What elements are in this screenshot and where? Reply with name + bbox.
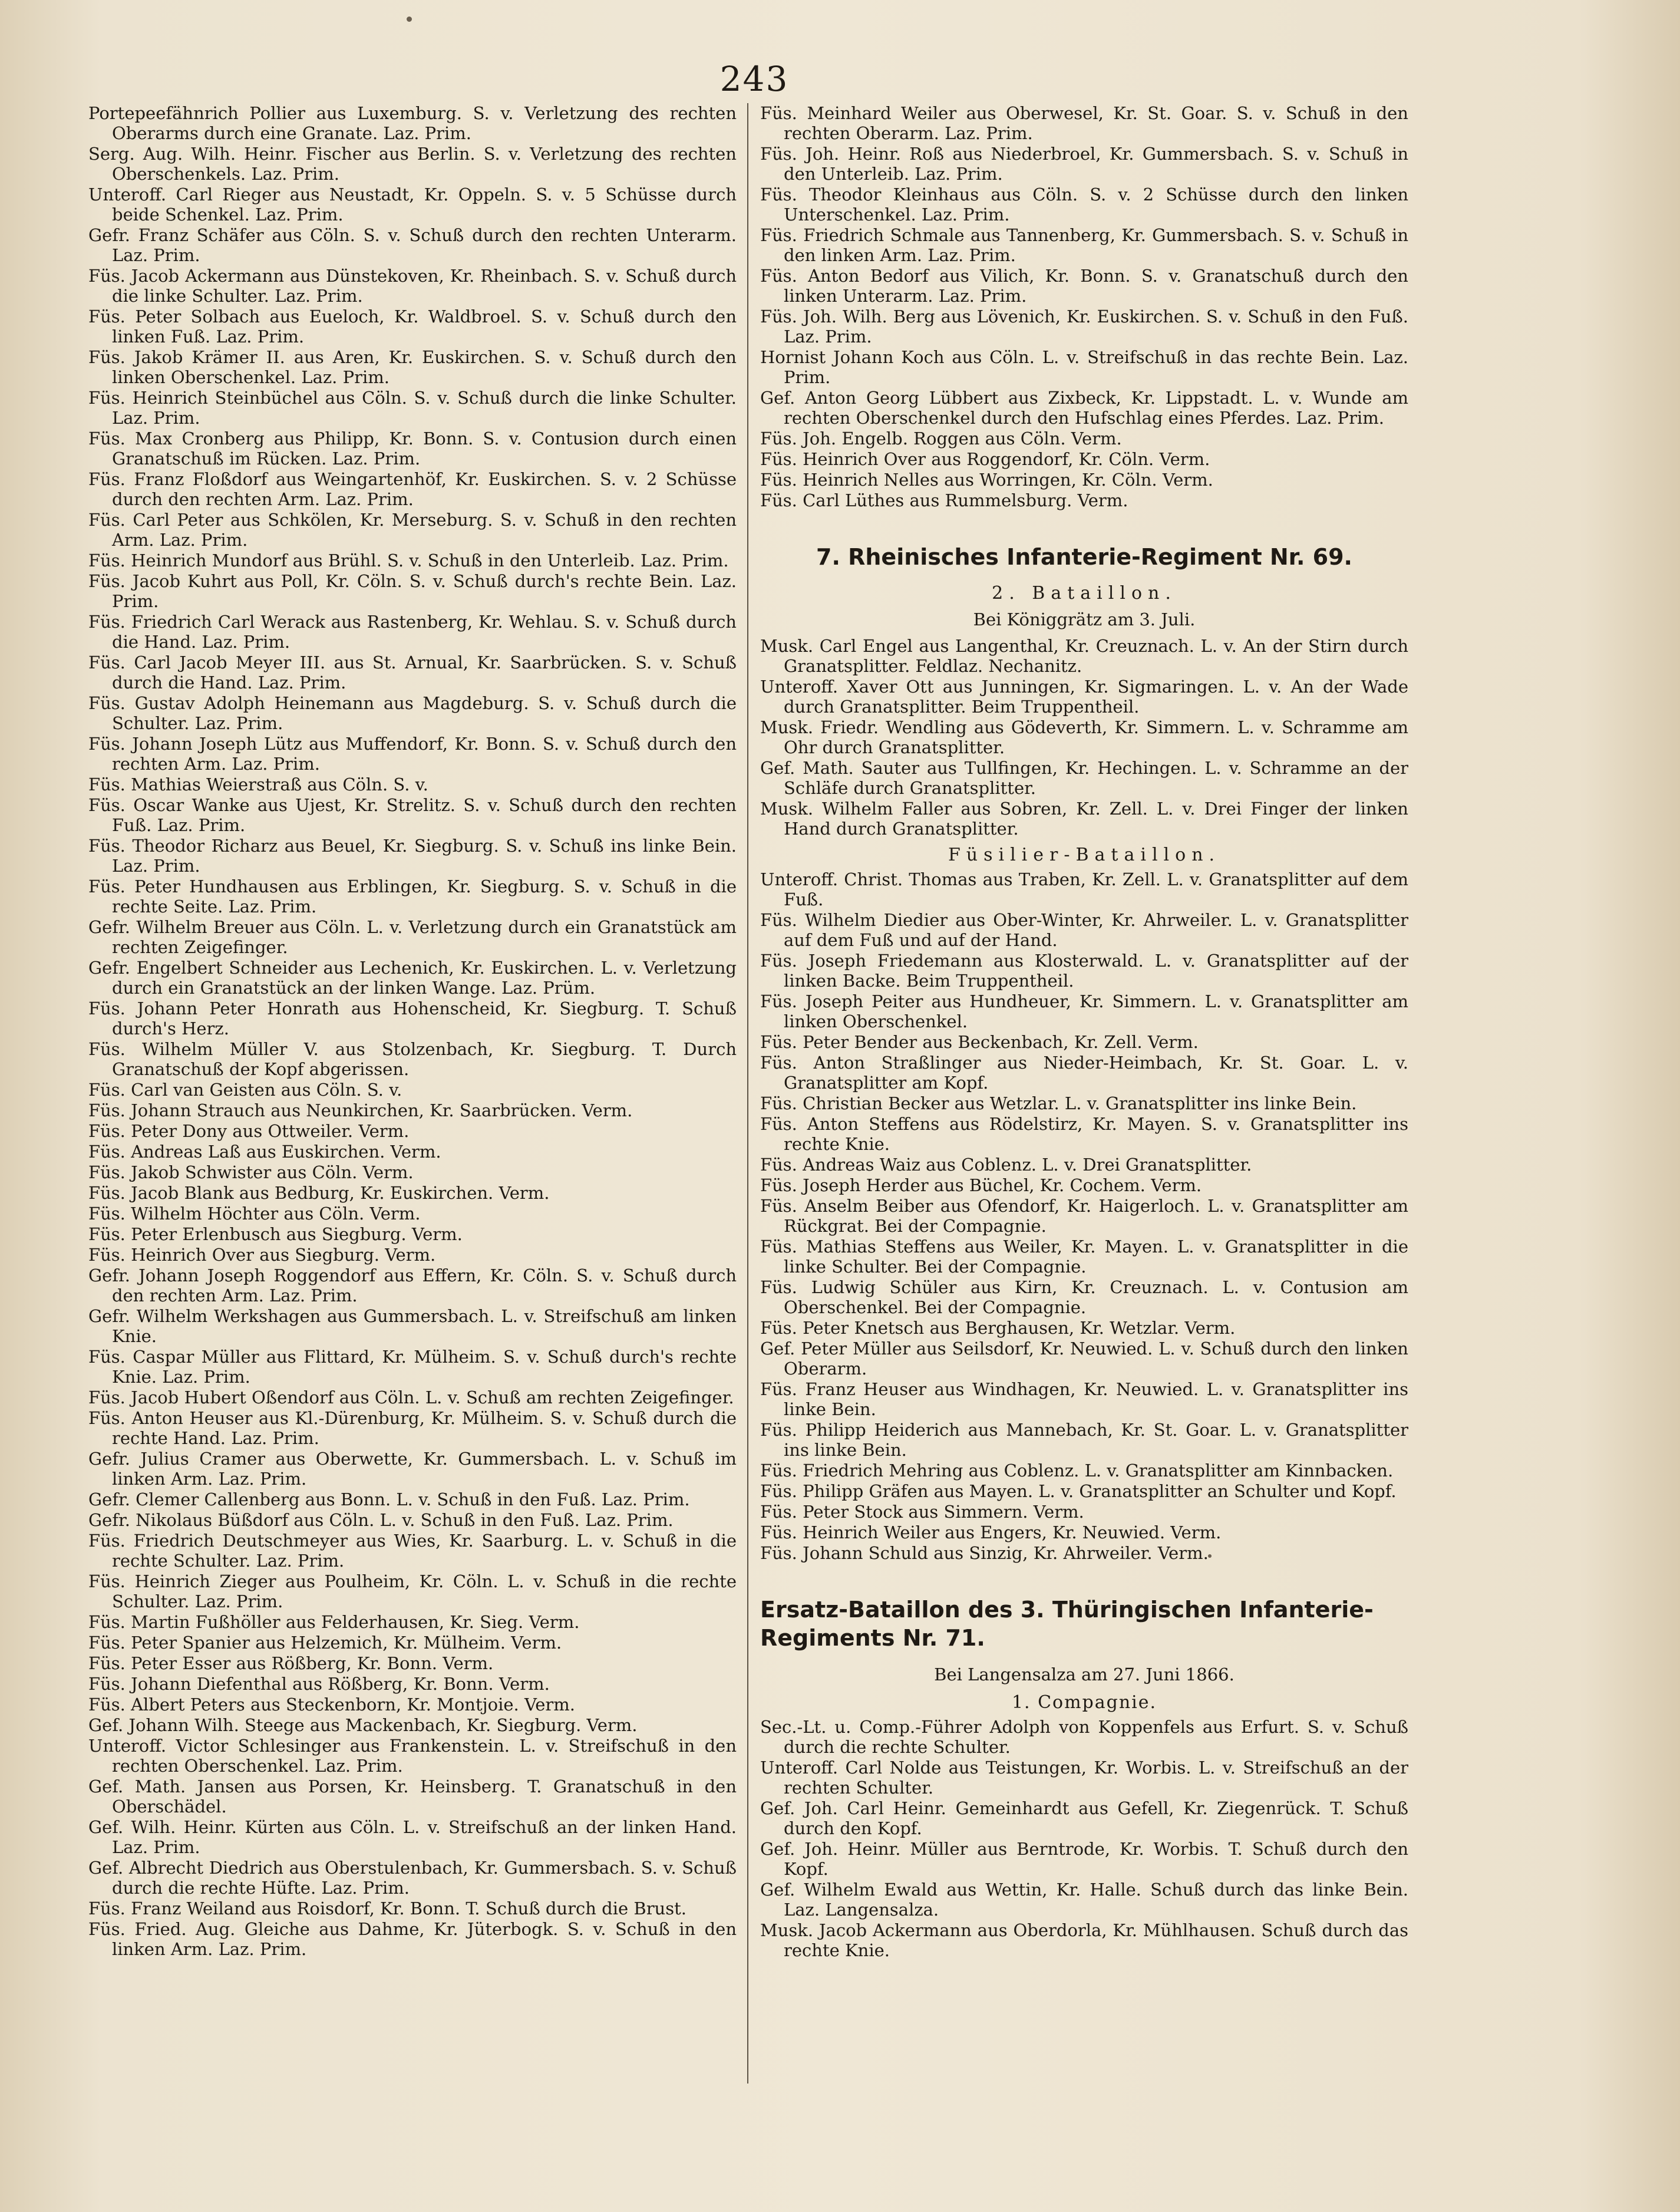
casualty-entry: Gef. Albrecht Diedrich aus Oberstulenbach, Kr. Gummersbach. S. v. Schuß durch die rechte Hüfte. Laz. Prim.: [88, 1858, 737, 1898]
casualty-entry: Gefr. Wilhelm Breuer aus Cöln. L. v. Verletzung durch ein Granatstück am rechten Zeigefinger.: [88, 917, 737, 957]
casualty-entry: Füs. Jacob Blank aus Bedburg, Kr. Euskirchen. Verm.: [88, 1183, 550, 1203]
casualty-entry: Füs. Meinhard Weiler aus Oberwesel, Kr. St. Goar. S. v. Schuß in den rechten Oberarm. Laz. Prim.: [760, 103, 1408, 143]
casualty-entry: Gef. Wilhelm Ewald aus Wettin, Kr. Halle. Schuß durch das linke Bein. Laz. Langensalza.: [760, 1880, 1408, 1920]
casualty-entry: Füs. Joseph Herder aus Büchel, Kr. Cochem. Verm.: [760, 1175, 1202, 1195]
casualty-entry: Gefr. Wilhelm Werkshagen aus Gummersbach. L. v. Streifschuß am linken Knie.: [88, 1306, 737, 1346]
column-divider: [747, 103, 748, 2084]
casualty-entry: Füs. Mathias Weierstraß aus Cöln. S. v.: [88, 774, 428, 795]
casualty-entry: Füs. Johann Joseph Lütz aus Muffendorf, Kr. Bonn. S. v. Schuß durch den rechten Arm. Laz. Prim.: [88, 734, 737, 774]
casualty-entry: Füs. Wilhelm Diedier aus Ober-Winter, Kr. Ahrweiler. L. v. Granatsplitter auf dem Fuß und auf der Hand.: [760, 910, 1408, 950]
casualty-entry: Füs. Andreas Laß aus Euskirchen. Verm.: [88, 1142, 441, 1162]
casualty-entry: Gefr. Engelbert Schneider aus Lechenich, Kr. Euskirchen. L. v. Verletzung durch ein Granatstück an der linken Wange. Laz. Prüm.: [88, 958, 737, 998]
casualty-entry: Füs. Heinrich Over aus Siegburg. Verm.: [88, 1245, 436, 1265]
right-column: [760, 103, 1408, 2084]
casualty-entry: Unteroff. Christ. Thomas aus Traben, Kr. Zell. L. v. Granatsplitter auf dem Fuß.: [760, 869, 1408, 909]
casualty-entry: Füs. Joh. Heinr. Roß aus Niederbroel, Kr. Gummersbach. S. v. Schuß in den Unterleib. Laz. Prim.: [760, 144, 1408, 184]
casualty-entry: Gef. Joh. Heinr. Müller aus Berntrode, Kr. Worbis. T. Schuß durch den Kopf.: [760, 1839, 1408, 1879]
casualty-entry: Gefr. Nikolaus Büßdorf aus Cöln. L. v. Schuß in den Fuß. Laz. Prim.: [88, 1510, 674, 1530]
casualty-entry: Gef. Joh. Carl Heinr. Gemeinhardt aus Gefell, Kr. Ziegenrück. T. Schuß durch den Kopf.: [760, 1798, 1408, 1838]
casualty-entry: Füs. Johann Diefenthal aus Rößberg, Kr. Bonn. Verm.: [88, 1674, 550, 1694]
casualty-entry: Füs. Friedrich Deutschmeyer aus Wies, Kr. Saarburg. L. v. Schuß in die rechte Schulter. Laz. Prim.: [88, 1531, 737, 1571]
casualty-entry: Gefr. Clemer Callenberg aus Bonn. L. v. Schuß in den Fuß. Laz. Prim.: [88, 1489, 690, 1509]
casualty-entry: Gef. Wilh. Heinr. Kürten aus Cöln. L. v. Streifschuß an der linken Hand. Laz. Prim.: [88, 1817, 737, 1857]
casualty-entry: Füs. Max Cronberg aus Philipp, Kr. Bonn. S. v. Contusion durch einen Granatschuß im Rücken. Laz. Prim.: [88, 428, 737, 469]
casualty-entry: Füs. Peter Stock aus Simmern. Verm.: [760, 1502, 1084, 1522]
casualty-entry: Füs. Jakob Krämer II. aus Aren, Kr. Euskirchen. S. v. Schuß durch den linken Oberschenkel. Laz. Prim.: [88, 347, 737, 387]
casualty-entry: Füs. Jacob Kuhrt aus Poll, Kr. Cöln. S. v. Schuß durch's rechte Bein. Laz. Prim.: [88, 571, 737, 611]
battle-heading: Bei Königgrätz am 3. Juli.: [973, 609, 1196, 629]
casualty-entry: Füs. Anton Bedorf aus Vilich, Kr. Bonn. S. v. Granatschuß durch den linken Unterarm. Laz. Prim.: [760, 266, 1408, 306]
casualty-entry: Füs. Peter Knetsch aus Berghausen, Kr. Wetzlar. Verm.: [760, 1318, 1236, 1338]
casualty-entry: Füs. Mathias Steffens aus Weiler, Kr. Mayen. L. v. Granatsplitter in die linke Schulter. Bei der Compagnie.: [760, 1237, 1408, 1277]
casualty-entry: Füs. Heinrich Nelles aus Worringen, Kr. Cöln. Verm.: [760, 470, 1213, 490]
casualty-entry: Musk. Carl Engel aus Langenthal, Kr. Creuznach. L. v. An der Stirn durch Granatsplitter. Feldlaz. Nechanitz.: [760, 636, 1408, 676]
casualty-entry: Füs. Caspar Müller aus Flittard, Kr. Mülheim. S. v. Schuß durch's rechte Knie. Laz. Prim.: [88, 1347, 737, 1387]
casualty-list-continued: [760, 103, 1408, 510]
casualty-entry: Füs. Peter Spanier aus Helzemich, Kr. Mülheim. Verm.: [88, 1633, 562, 1653]
battle-heading: Bei Langensalza am 27. Juni 1866.: [934, 1664, 1235, 1684]
casualty-entry: Musk. Friedr. Wendling aus Gödeverth, Kr. Simmern. L. v. Schramme am Ohr durch Granatsplitter.: [760, 717, 1408, 757]
casualty-entry: Füs. Oscar Wanke aus Ujest, Kr. Strelitz. S. v. Schuß durch den rechten Fuß. Laz. Prim.: [88, 795, 737, 835]
casualty-entry: Füs. Joh. Engelb. Roggen aus Cöln. Verm.: [760, 428, 1122, 449]
casualty-entry: Füs. Heinrich Weiler aus Engers, Kr. Neuwied. Verm.: [760, 1522, 1222, 1542]
casualty-entry: Füs. Joseph Friedemann aus Klosterwald. L. v. Granatsplitter auf der linken Backe. Beim Truppentheil.: [760, 951, 1408, 991]
casualty-entry: Füs. Franz Weiland aus Roisdorf, Kr. Bonn. T. Schuß durch die Brust.: [88, 1898, 686, 1918]
casualty-entry: Füs. Heinrich Steinbüchel aus Cöln. S. v. Schuß durch die linke Schulter. Laz. Prim.: [88, 388, 737, 428]
casualty-entry: Gef. Peter Müller aus Seilsdorf, Kr. Neuwied. L. v. Schuß durch den linken Oberarm.: [760, 1339, 1408, 1379]
casualty-entry: Füs. Johann Schuld aus Sinzig, Kr. Ahrweiler. Verm.: [760, 1543, 1209, 1563]
casualty-entry: Füs. Franz Heuser aus Windhagen, Kr. Neuwied. L. v. Granatsplitter ins linke Bein.: [760, 1379, 1408, 1419]
battalion-heading: Füsilier-Bataillon.: [948, 845, 1221, 865]
casualty-entry: Gef. Math. Sauter aus Tullfingen, Kr. Hechingen. L. v. Schramme an der Schläfe durch Granatsplitter.: [760, 758, 1408, 798]
regiment-heading: 7. Rheinisches Infanterie-Regiment Nr. 69.: [816, 544, 1352, 570]
battalion-heading: 2. Bataillon.: [992, 583, 1177, 604]
casualty-entry: Füs. Friedrich Mehring aus Coblenz. L. v. Granatsplitter am Kinnbacken.: [760, 1461, 1394, 1481]
casualty-entry: Füs. Philipp Heiderich aus Mannebach, Kr. St. Goar. L. v. Granatsplitter ins linke Bein.: [760, 1420, 1408, 1460]
casualty-entry: Füs. Johann Peter Honrath aus Hohenscheid, Kr. Siegburg. T. Schuß durch's Herz.: [88, 998, 737, 1039]
casualty-entry: Füs. Peter Esser aus Rößberg, Kr. Bonn. Verm.: [88, 1653, 494, 1673]
casualty-entry: Füs. Christian Becker aus Wetzlar. L. v. Granatsplitter ins linke Bein.: [760, 1093, 1357, 1113]
casualty-entry: Unteroff. Carl Nolde aus Teistungen, Kr. Worbis. L. v. Streifschuß an der rechten Schulter.: [760, 1758, 1408, 1798]
casualty-entry: Füs. Anselm Beiber aus Ofendorf, Kr. Haigerloch. L. v. Granatsplitter am Rückgrat. Bei der Compagnie.: [760, 1196, 1408, 1236]
casualty-entry: Füs. Carl Jacob Meyer III. aus St. Arnual, Kr. Saarbrücken. S. v. Schuß durch die Hand. Laz. Prim.: [88, 652, 737, 693]
casualty-entry: Füs. Peter Erlenbusch aus Siegburg. Verm.: [88, 1224, 463, 1244]
casualty-entry: Gefr. Julius Cramer aus Oberwette, Kr. Gummersbach. L. v. Schuß im linken Arm. Laz. Prim.: [88, 1449, 737, 1489]
casualty-entry: Füs. Fried. Aug. Gleiche aus Dahme, Kr. Jüterbogk. S. v. Schuß in den linken Arm. Laz. Prim.: [88, 1919, 737, 1959]
casualty-entry: Füs. Carl van Geisten aus Cöln. S. v.: [88, 1080, 402, 1100]
casualty-entry: Füs. Wilhelm Müller V. aus Stolzenbach, Kr. Siegburg. T. Durch Granatschuß der Kopf abgerissen.: [88, 1039, 737, 1079]
casualty-entry: Füs. Franz Floßdorf aus Weingartenhöf, Kr. Euskirchen. S. v. 2 Schüsse durch den rechten Arm. Laz. Prim.: [88, 469, 737, 509]
casualty-entry: Hornist Johann Koch aus Cöln. L. v. Streifschuß in das rechte Bein. Laz. Prim.: [760, 347, 1408, 387]
left-column: [88, 103, 737, 2084]
casualty-entry: Musk. Wilhelm Faller aus Sobren, Kr. Zell. L. v. Drei Finger der linken Hand durch Granatsplitter.: [760, 799, 1408, 839]
casualty-entry: Füs. Carl Peter aus Schkölen, Kr. Merseburg. S. v. Schuß in den rechten Arm. Laz. Prim.: [88, 510, 737, 550]
casualty-list: [760, 869, 1408, 1563]
casualty-entry: Füs. Albert Peters aus Steckenborn, Kr. Montjoie. Verm.: [88, 1695, 575, 1715]
casualty-entry: Füs. Jacob Ackermann aus Dünstekoven, Kr. Rheinbach. S. v. Schuß durch die linke Schulter. Laz. Prim.: [88, 266, 737, 306]
casualty-entry: Gef. Math. Jansen aus Porsen, Kr. Heinsberg. T. Granatschuß in den Oberschädel.: [88, 1776, 737, 1817]
casualty-entry: Unteroff. Xaver Ott aus Junningen, Kr. Sigmaringen. L. v. An der Wade durch Granatsplitter. Beim Truppentheil.: [760, 677, 1408, 717]
casualty-entry: Musk. Jacob Ackermann aus Oberdorla, Kr. Mühlhausen. Schuß durch das rechte Knie.: [760, 1920, 1408, 1960]
casualty-entry: Unteroff. Victor Schlesinger aus Frankenstein. L. v. Streifschuß in den rechten Oberschenkel. Laz. Prim.: [88, 1736, 737, 1776]
casualty-entry: Serg. Aug. Wilh. Heinr. Fischer aus Berlin. S. v. Verletzung des rechten Oberschenkels. Laz. Prim.: [88, 144, 737, 184]
page-number: 243: [719, 59, 789, 99]
casualty-entry: Füs. Ludwig Schüler aus Kirn, Kr. Creuznach. L. v. Contusion am Oberschenkel. Bei der Compagnie.: [760, 1277, 1408, 1317]
casualty-entry: Füs. Jacob Hubert Oßendorf aus Cöln. L. v. Schuß am rechten Zeigefinger.: [88, 1387, 734, 1407]
casualty-list: [760, 1717, 1408, 1960]
casualty-entry: Füs. Philipp Gräfen aus Mayen. L. v. Granatsplitter an Schulter und Kopf.: [760, 1481, 1397, 1501]
casualty-entry: Füs. Wilhelm Höchter aus Cöln. Verm.: [88, 1204, 421, 1224]
regiment-heading: Ersatz-Bataillon des 3. Thüringischen Infanterie-Regiments Nr. 71.: [760, 1597, 1374, 1651]
casualty-entry: Füs. Peter Dony aus Ottweiler. Verm.: [88, 1121, 410, 1141]
casualty-entry: Füs. Peter Bender aus Beckenbach, Kr. Zell. Verm.: [760, 1032, 1199, 1052]
casualty-entry: Füs. Theodor Richarz aus Beuel, Kr. Siegburg. S. v. Schuß ins linke Bein. Laz. Prim.: [88, 836, 737, 876]
casualty-entry: Füs. Friedrich Carl Werack aus Rastenberg, Kr. Wehlau. S. v. Schuß durch die Hand. Laz. Prim.: [88, 612, 737, 652]
casualty-entry: Füs. Anton Straßlinger aus Nieder-Heimbach, Kr. St. Goar. L. v. Granatsplitter am Kopf.: [760, 1053, 1408, 1093]
casualty-entry: Füs. Andreas Waiz aus Coblenz. L. v. Drei Granatsplitter.: [760, 1155, 1252, 1175]
casualty-entry: Füs. Martin Fußhöller aus Felderhausen, Kr. Sieg. Verm.: [88, 1612, 580, 1632]
casualty-entry: Füs. Theodor Kleinhaus aus Cöln. S. v. 2 Schüsse durch den linken Unterschenkel. Laz. Prim.: [760, 184, 1408, 225]
casualty-entry: Füs. Heinrich Mundorf aus Brühl. S. v. Schuß in den Unterleib. Laz. Prim.: [88, 550, 729, 571]
casualty-list: [760, 636, 1408, 839]
casualty-entry: Füs. Joseph Peiter aus Hundheuer, Kr. Simmern. L. v. Granatsplitter am linken Oberschenkel.: [760, 991, 1408, 1031]
casualty-entry: Füs. Friedrich Schmale aus Tannenberg, Kr. Gummersbach. S. v. Schuß in den linken Arm. Laz. Prim.: [760, 225, 1408, 265]
casualty-entry: Gefr. Franz Schäfer aus Cöln. S. v. Schuß durch den rechten Unterarm. Laz. Prim.: [88, 225, 737, 265]
casualty-entry: Gef. Johann Wilh. Steege aus Mackenbach, Kr. Siegburg. Verm.: [88, 1715, 638, 1735]
company-heading: 1. Compagnie.: [1011, 1692, 1157, 1713]
casualty-entry: Füs. Anton Steffens aus Rödelstirz, Kr. Mayen. S. v. Granatsplitter ins rechte Knie.: [760, 1114, 1408, 1154]
casualty-entry: Füs. Heinrich Zieger aus Poulheim, Kr. Cöln. L. v. Schuß in die rechte Schulter. Laz. Prim.: [88, 1571, 737, 1611]
casualty-entry: Gef. Anton Georg Lübbert aus Zixbeck, Kr. Lippstadt. L. v. Wunde am rechten Oberschenkel durch den Hufschlag eines Pferdes. Laz. Prim.: [760, 388, 1408, 428]
casualty-entry: Füs. Carl Lüthes aus Rummelsburg. Verm.: [760, 490, 1128, 510]
casualty-entry: Füs. Heinrich Over aus Roggendorf, Kr. Cöln. Verm.: [760, 449, 1210, 469]
casualty-entry: Füs. Jakob Schwister aus Cöln. Verm.: [88, 1162, 414, 1182]
casualty-entry: Füs. Johann Strauch aus Neunkirchen, Kr. Saarbrücken. Verm.: [88, 1100, 633, 1120]
casualty-entry: Füs. Joh. Wilh. Berg aus Lövenich, Kr. Euskirchen. S. v. Schuß in den Fuß. Laz. Prim.: [760, 306, 1408, 347]
casualty-entry: Sec.-Lt. u. Comp.-Führer Adolph von Koppenfels aus Erfurt. S. v. Schuß durch die rechte Schulter.: [760, 1717, 1408, 1757]
casualty-entry: Portepeefähnrich Pollier aus Luxemburg. S. v. Verletzung des rechten Oberarms durch eine Granate. Laz. Prim.: [88, 103, 737, 143]
casualty-entry: Füs. Anton Heuser aus Kl.-Dürenburg, Kr. Mülheim. S. v. Schuß durch die rechte Hand. Laz. Prim.: [88, 1408, 737, 1448]
casualty-entry: Unteroff. Carl Rieger aus Neustadt, Kr. Oppeln. S. v. 5 Schüsse durch beide Schenkel. Laz. Prim.: [88, 184, 737, 225]
ink-spot: [407, 17, 412, 22]
casualty-entry: Füs. Peter Hundhausen aus Erblingen, Kr. Siegburg. S. v. Schuß in die rechte Seite. Laz. Prim.: [88, 876, 737, 917]
casualty-entry: Füs. Gustav Adolph Heinemann aus Magdeburg. S. v. Schuß durch die Schulter. Laz. Prim.: [88, 693, 737, 733]
casualty-entry: Füs. Peter Solbach aus Eueloch, Kr. Waldbroel. S. v. Schuß durch den linken Fuß. Laz. Prim.: [88, 306, 737, 347]
casualty-entry: Gefr. Johann Joseph Roggendorf aus Effern, Kr. Cöln. S. v. Schuß durch den rechten Arm. Laz. Prim.: [88, 1265, 737, 1306]
